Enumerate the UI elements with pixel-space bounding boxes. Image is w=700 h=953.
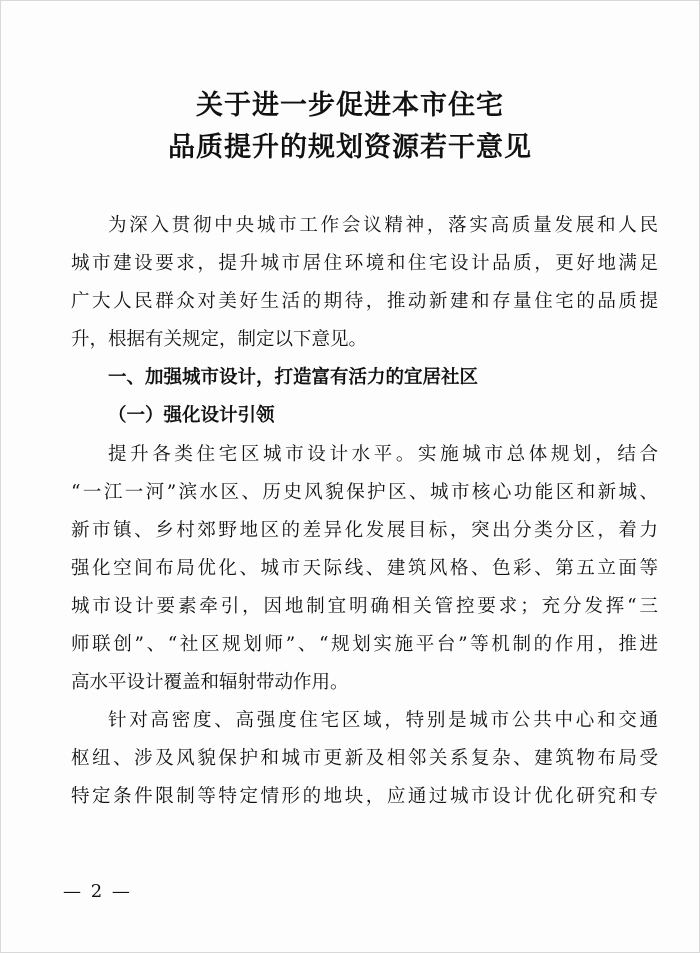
- title-line: 关于进一步促进本市住宅: [196, 90, 504, 121]
- section-heading: 一、加强城市设计，打造富有活力的宜居社区: [108, 367, 479, 389]
- paragraph-intro: [71, 207, 658, 359]
- text-line: 针对高密度、高强度住宅区域，特别是城市公共中心和交通: [108, 710, 658, 732]
- text-line: 特定条件限制等特定情形的地块，应通过城市设计优化研究和专: [71, 786, 658, 808]
- text-line: 师联创”、“社区规划师”、“规划实施平台”等机制的作用，推进: [71, 634, 658, 656]
- text-line: 枢纽、涉及风貌保护和城市更新及相邻关系复杂、建筑物布局受: [71, 748, 658, 770]
- text-line: 新市镇、乡村郊野地区的差异化发展目标，突出分类分区，着力: [71, 519, 658, 541]
- document-body: [71, 207, 658, 817]
- text-line: 升，根据有关规定，制定以下意见。: [71, 329, 368, 351]
- text-line: 强化空间布局优化、城市天际线、建筑风格、色彩、第五立面等: [71, 557, 658, 579]
- text-line: 城市建设要求，提升城市居住环境和住宅设计品质，更好地满足: [71, 253, 658, 275]
- text-line: 广大人民群众对美好生活的期待，推动新建和存量住宅的品质提: [71, 291, 658, 313]
- text-line: 为深入贯彻中央城市工作会议精神，落实高质量发展和人民: [108, 215, 658, 236]
- text-line: 高水平设计覆盖和辐射带动作用。: [71, 672, 349, 694]
- paragraph-design: [71, 436, 658, 703]
- page-number: — 2 —: [63, 881, 132, 902]
- title-line: 品质提升的规划资源若干意见: [168, 132, 532, 163]
- text-line: 提升各类住宅区城市设计水平。实施城市总体规划，结合: [108, 443, 658, 465]
- text-line: “一江一河”滨水区、历史风貌保护区、城市核心功能区和新城、: [71, 481, 658, 503]
- document-title: [1, 85, 699, 169]
- paragraph-density: [71, 702, 658, 816]
- subsection-heading: （一）强化设计引领: [108, 405, 275, 427]
- text-line: 城市设计要素牵引，因地制宜明确相关管控要求；充分发挥“三: [71, 595, 658, 617]
